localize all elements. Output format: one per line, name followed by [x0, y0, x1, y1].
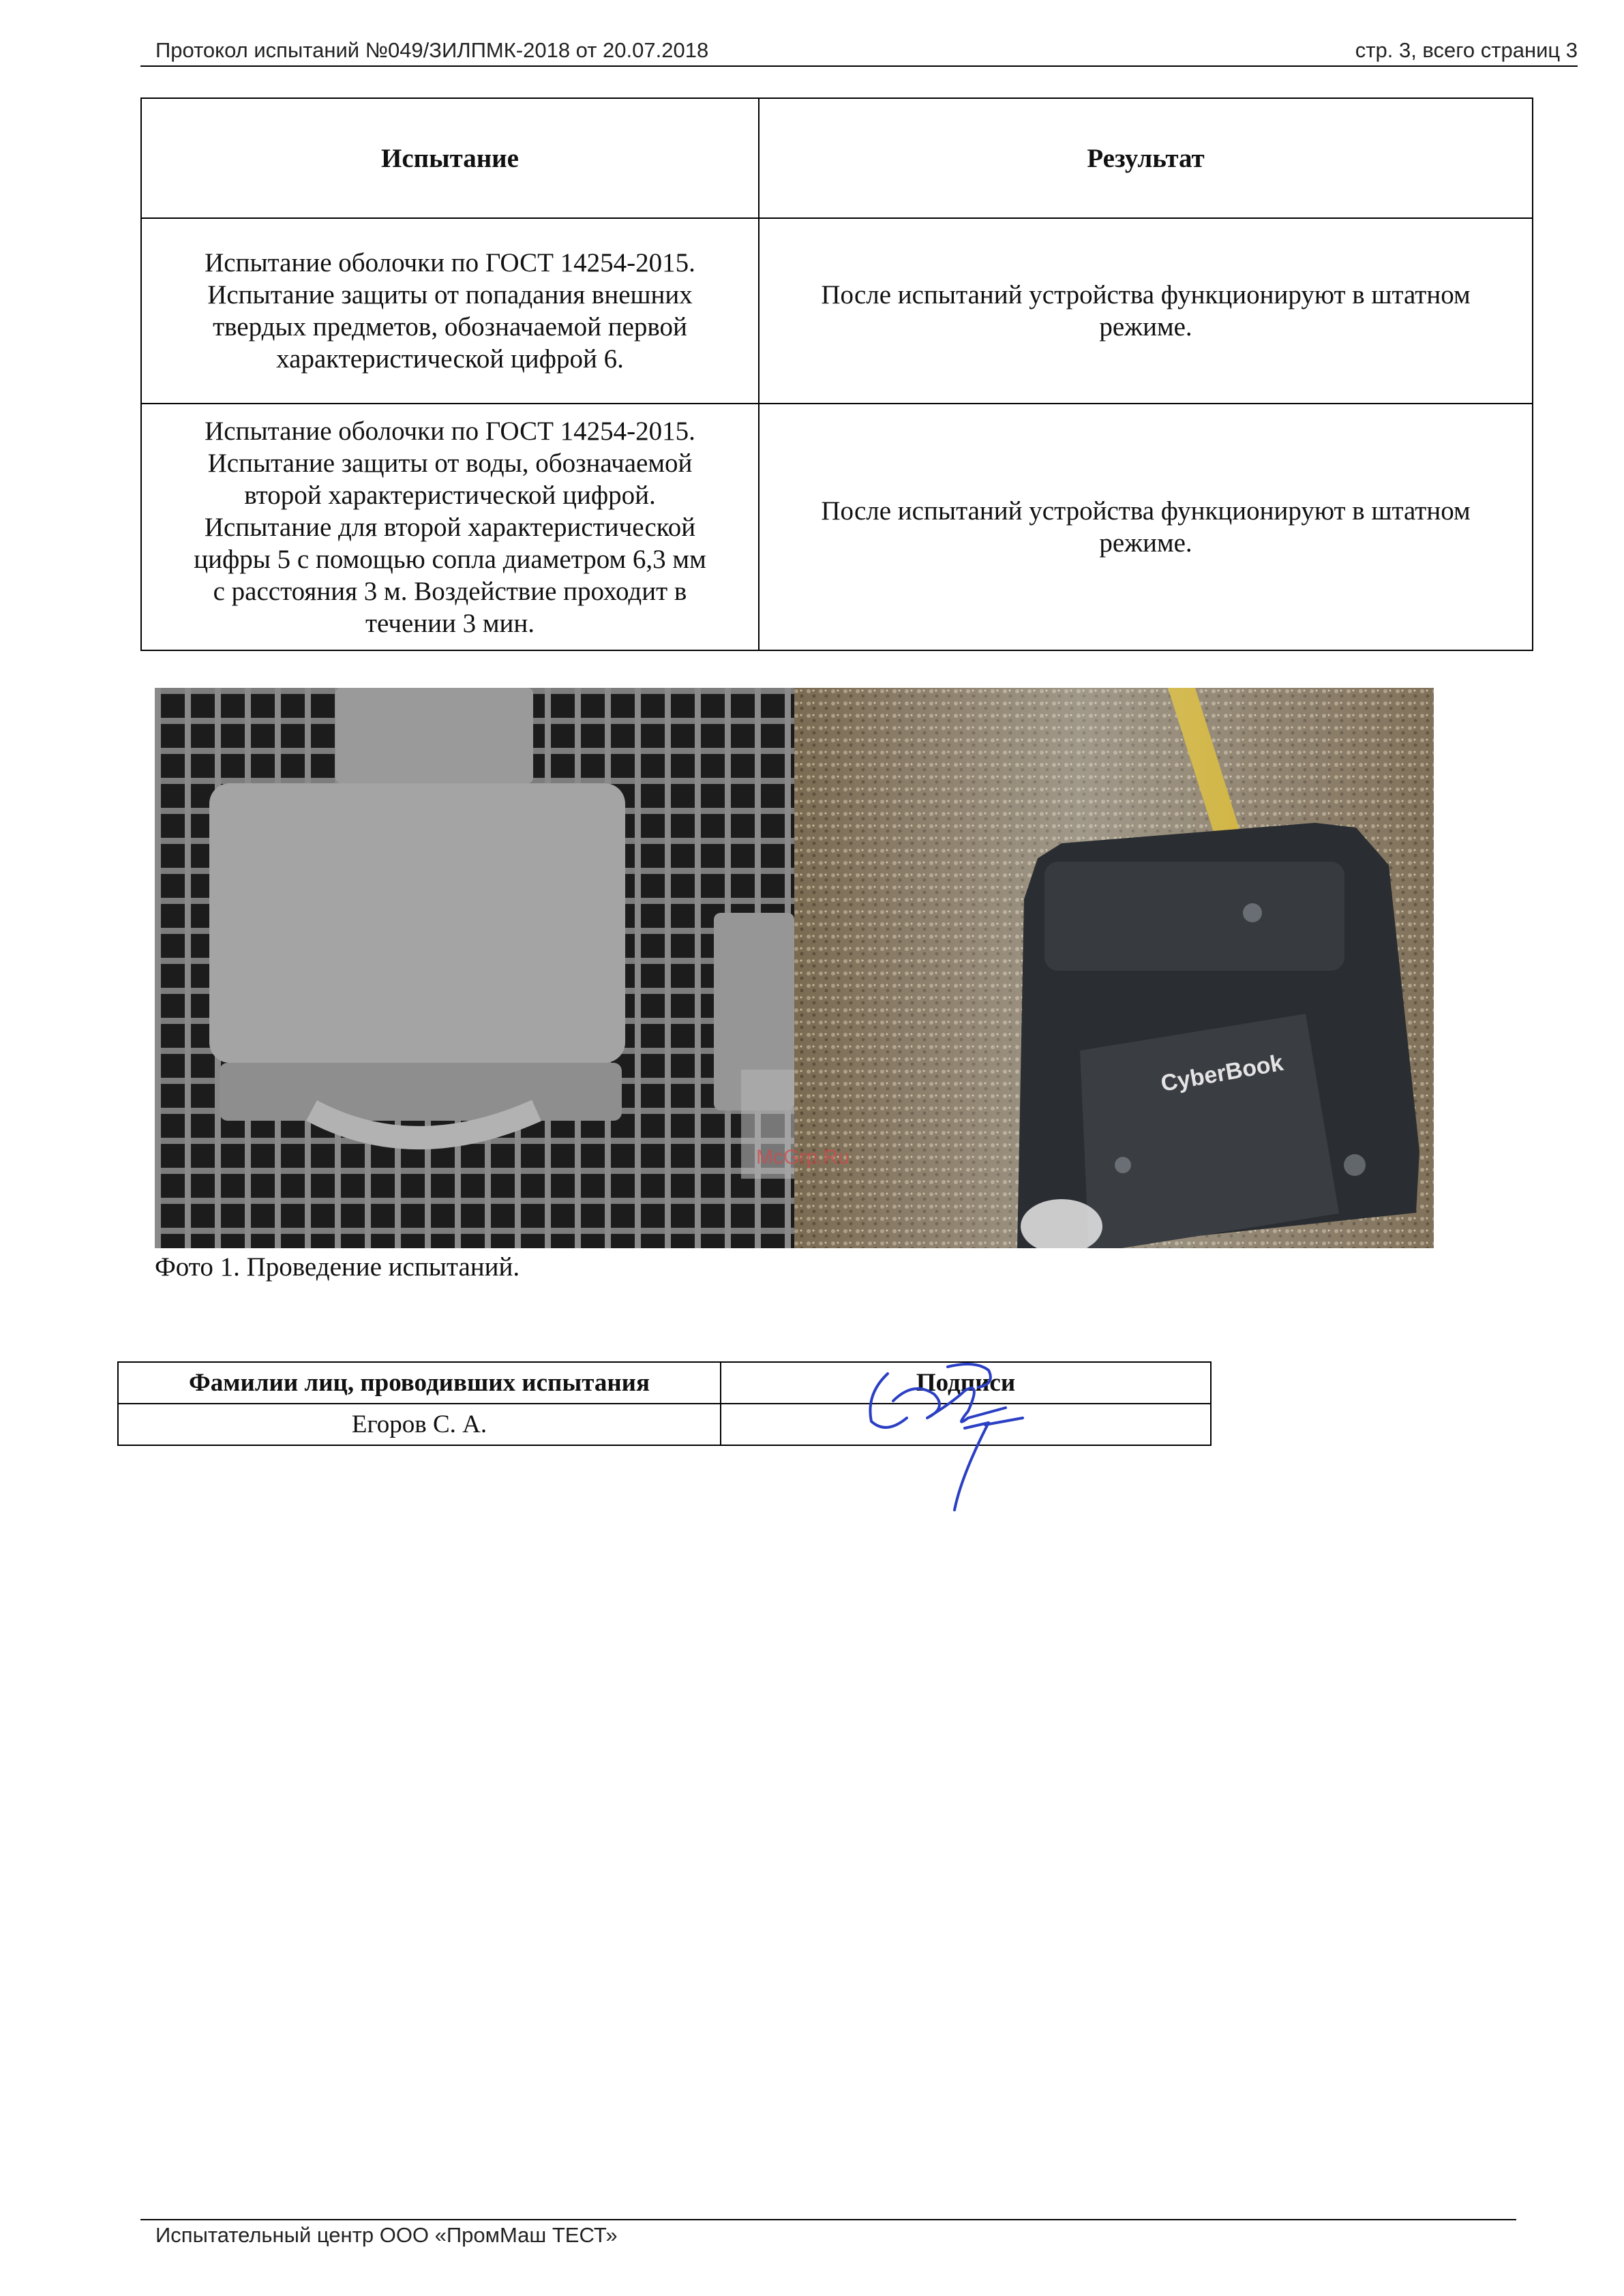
- handwritten-signature: [845, 1353, 1050, 1524]
- header-names: Фамилии лиц, проводивших испытания: [118, 1362, 721, 1404]
- header-signatures: Подписи: [721, 1362, 1211, 1404]
- page-number: стр. 3, всего страниц 3: [1355, 38, 1578, 62]
- protocol-title: Протокол испытаний №049/ЗИЛПМК-2018 от 20.07.2018: [155, 38, 709, 62]
- organization-name: Испытательный центр ООО «ПромМаш ТЕСТ»: [155, 2223, 618, 2247]
- result-cell: [759, 218, 1533, 404]
- water-drop: [1115, 1157, 1131, 1173]
- table-header-row: [141, 98, 1533, 218]
- water-test-photo: [794, 688, 1434, 1248]
- text-line: После испытаний устройства функционируют в штатном: [821, 280, 1471, 309]
- text-line: Испытание защиты от попадания внешних: [207, 280, 693, 309]
- test-cell: [141, 404, 759, 650]
- water-drop: [1243, 903, 1262, 922]
- water-drop: [1344, 1154, 1366, 1176]
- page-footer: [140, 2219, 1516, 2247]
- test-results-table: [140, 97, 1533, 651]
- header-test: Испытание: [141, 98, 759, 218]
- dust-test-photo: [155, 688, 794, 1248]
- test-cell: [141, 218, 759, 404]
- header-result: Результат: [759, 98, 1533, 218]
- table-row: [141, 404, 1533, 650]
- signature-stroke: [870, 1364, 1023, 1510]
- laptop-top-edge: [1044, 862, 1344, 971]
- text-line: Испытание оболочки по ГОСТ 14254-2015.: [205, 248, 695, 277]
- text-line: второй характеристической цифрой.: [244, 480, 656, 510]
- text-line: режиме.: [1099, 528, 1192, 558]
- result-cell: [759, 404, 1533, 650]
- background-device: [335, 688, 533, 783]
- dusty-laptop: [209, 783, 625, 1063]
- brand-label: CyberBook: [1158, 1049, 1286, 1097]
- text-line: течении 3 мин.: [365, 608, 535, 638]
- text-line: цифры 5 с помощью сопла диаметром 6,3 мм: [194, 544, 706, 574]
- laptop-lid-panel: [1080, 1014, 1339, 1248]
- text-line: Испытание для второй характеристической: [204, 512, 696, 542]
- text-line: с расстояния 3 м. Воздействие проходит в: [213, 576, 687, 606]
- page-header: [140, 35, 1578, 67]
- person-name: Егоров С. А.: [118, 1404, 721, 1445]
- text-line: Испытание защиты от воды, обозначаемой: [207, 448, 693, 478]
- watermark: McGrp.Ru: [756, 1146, 849, 1168]
- photo-caption: Фото 1. Проведение испытаний.: [155, 1252, 520, 1282]
- table-row: [141, 218, 1533, 404]
- text-line: характеристической цифрой 6.: [276, 344, 624, 374]
- text-line: режиме.: [1099, 312, 1192, 342]
- laptop-front: [220, 1063, 622, 1121]
- test-photos: [155, 688, 1434, 1248]
- text-line: После испытаний устройства функционируют в штатном: [821, 496, 1471, 526]
- text-line: твердых предметов, обозначаемой первой: [213, 312, 687, 342]
- text-line: Испытание оболочки по ГОСТ 14254-2015.: [205, 416, 695, 446]
